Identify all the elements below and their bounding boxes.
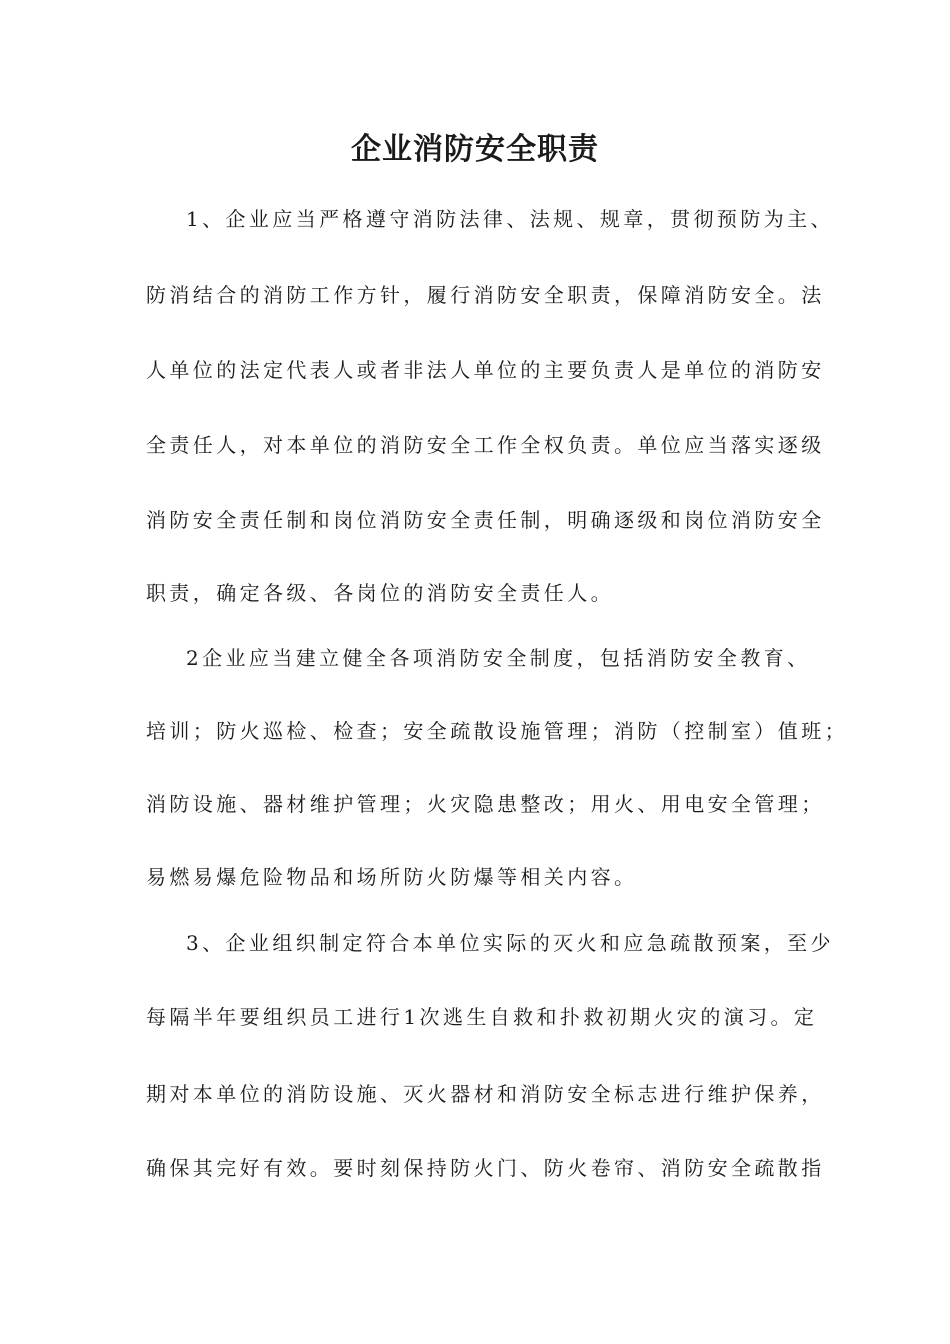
paragraph-3-line-3: 期对本单位的消防设施、灭火器材和消防安全标志进行维护保养，	[146, 1082, 825, 1106]
paragraph-1-line-4: 全责任人，对本单位的消防安全工作全权负责。单位应当落实逐级	[146, 433, 825, 457]
paragraph-1-line-2: 防消结合的消防工作方针，履行消防安全职责，保障消防安全。法	[146, 283, 825, 307]
paragraph-2-line-4: 易燃易爆危险物品和场所防火防爆等相关内容。	[146, 865, 638, 889]
paragraph-1-line-5: 消防安全责任制和岗位消防安全责任制，明确逐级和岗位消防安全	[146, 508, 825, 532]
paragraph-2-line-2: 培训；防火巡检、检查；安全疏散设施管理；消防（控制室）值班；	[146, 719, 848, 743]
document-title: 企业消防安全职责	[351, 132, 599, 167]
paragraph-3-line-4: 确保其完好有效。要时刻保持防火门、防火卷帘、消防安全疏散指	[146, 1156, 825, 1180]
paragraph-1-line-6: 职责，确定各级、各岗位的消防安全责任人。	[146, 581, 614, 605]
paragraph-3-line-1: 3、企业组织制定符合本单位实际的灭火和应急疏散预案，至少	[186, 931, 834, 955]
paragraph-3-line-2: 每隔半年要组织员工进行1次逃生自救和扑救初期火灾的演习。定	[146, 1005, 818, 1029]
paragraph-2-line-3: 消防设施、器材维护管理；火灾隐患整改；用火、用电安全管理；	[146, 792, 825, 816]
paragraph-1-line-1: 1、企业应当严格遵守消防法律、法规、规章，贯彻预防为主、	[186, 207, 834, 231]
paragraph-2-line-1: 2企业应当建立健全各项消防安全制度，包括消防安全教育、	[186, 646, 811, 670]
paragraph-1-line-3: 人单位的法定代表人或者非法人单位的主要负责人是单位的消防安	[146, 358, 825, 382]
